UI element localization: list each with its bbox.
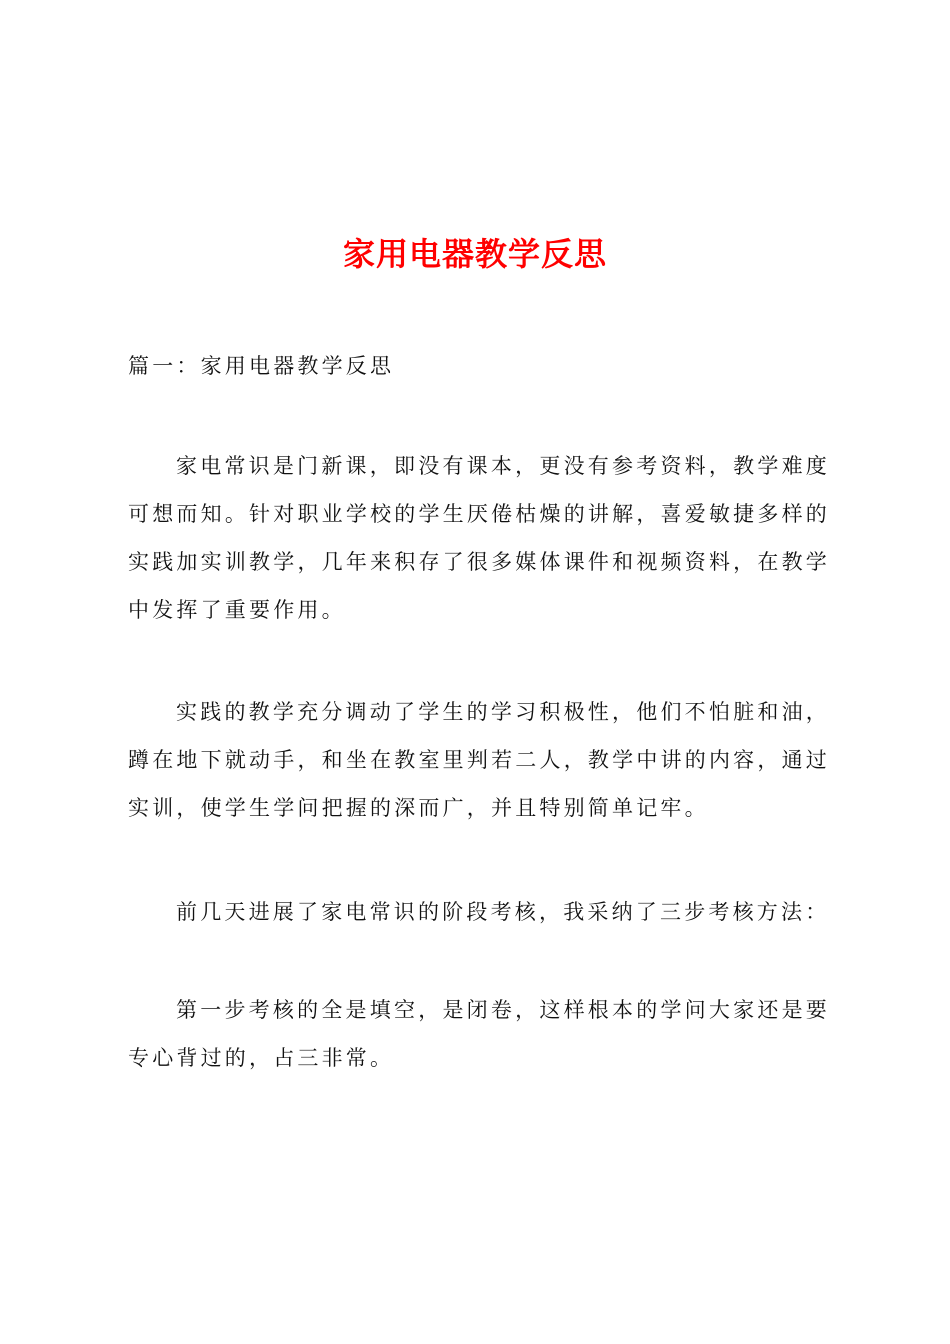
paragraph-2: 实践的教学充分调动了学生的学习积极性，他们不怕脏和油，蹲在地下就动手，和坐在教室里判若二人，教学中讲的内容，通过实训，使学生学问把握的深而广，并且特别简单记牢。: [128, 700, 830, 820]
paragraph-3: 前几天进展了家电常识的阶段考核，我采纳了三步考核方法：: [176, 900, 830, 924]
section-heading: 篇一：家用电器教学反思: [128, 354, 395, 378]
paragraph-1: 家电常识是门新课，即没有课本，更没有参考资料，教学难度可想而知。针对职业学校的学生厌倦枯燥的讲解，喜爱敏捷多样的实践加实训教学，几年来积存了很多媒体课件和视频资料，在教学中发挥了重要作用。: [128, 454, 830, 622]
document-title: 家用电器教学反思: [342, 235, 607, 274]
paragraph-4: 第一步考核的全是填空，是闭卷，这样根本的学问大家还是要专心背过的，占三非常。: [128, 998, 830, 1070]
